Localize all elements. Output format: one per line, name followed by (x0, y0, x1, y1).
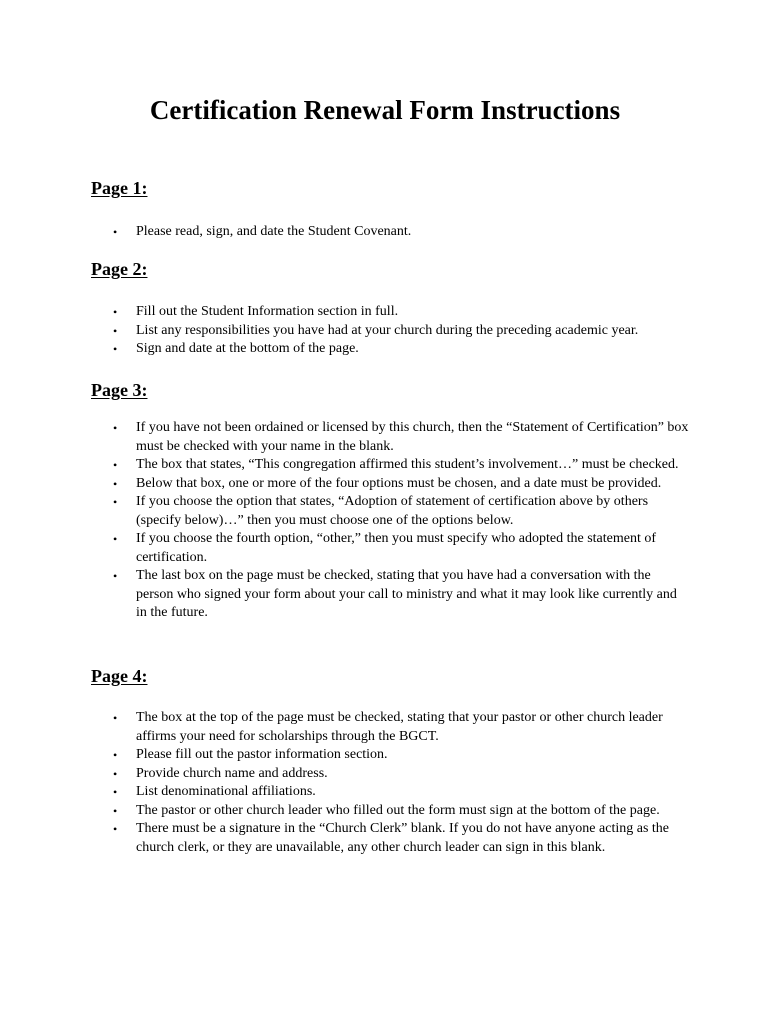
section-list-page-1 (91, 223, 691, 242)
list-item (91, 303, 691, 322)
bullet-icon: • (113, 766, 118, 781)
list-item (91, 802, 691, 821)
list-item-text: List denominational affiliations. (136, 784, 316, 799)
list-item (91, 567, 691, 623)
bullet-icon: • (113, 225, 118, 239)
list-item-text: If you choose the option that states, “Adoption of statement of certification above by others (specify below)…” then you must choose one of the options below. (136, 494, 649, 528)
list-item (91, 783, 691, 802)
bullet-icon: • (113, 495, 118, 509)
list-item (91, 530, 691, 567)
list-item-text: The pastor or other church leader who filled out the form must sign at the bottom of the page. (136, 802, 660, 818)
section-heading-page-3: Page 3: (91, 380, 148, 400)
bullet-icon: • (113, 785, 118, 799)
list-item-text: The box at the top of the page must be checked, stating that your pastor or other church leader affirms your need for scholarships through the BGCT. (136, 710, 663, 744)
list-item-text: If you have not been ordained or licensed by this church, then the “Statement of Certification” box must be checked with your name in the blank. (136, 420, 689, 454)
list-item (91, 765, 691, 784)
list-item-text: List any responsibilities you have had at your church during the preceding academic year. (136, 322, 639, 338)
bullet-icon: • (113, 822, 118, 836)
list-item-text: There must be a signature in the “Church Clerk” blank. If you do not have anyone acting as the church clerk, or they are unavailable, any other church leader can sign in this blank. (136, 821, 669, 855)
section-list-page-2 (91, 303, 691, 359)
list-item-text: The box that states, “This congregation affirmed this student’s involvement…” must be checked. (136, 457, 679, 472)
section-heading-page-4: Page 4: (91, 666, 148, 686)
list-item-text: Below that box, one or more of the four options must be chosen, and a date must be provided. (136, 475, 662, 491)
list-item (91, 340, 691, 359)
bullet-icon: • (113, 532, 118, 546)
list-item (91, 820, 691, 857)
bullet-icon: • (113, 748, 118, 762)
list-item (91, 419, 691, 456)
section-heading-page-1: Page 1: (91, 178, 148, 198)
list-item (91, 456, 691, 475)
list-item (91, 746, 691, 765)
bullet-icon: • (113, 803, 118, 818)
list-item-text: Please read, sign, and date the Student Covenant. (136, 224, 412, 239)
list-item-text: Please fill out the pastor information section. (136, 747, 388, 762)
bullet-icon: • (113, 458, 118, 472)
list-item (91, 322, 691, 341)
section-list-page-4 (91, 709, 691, 857)
list-item (91, 223, 691, 242)
list-item-text: If you choose the fourth option, “other,” then you must specify who adopted the statement of certification. (136, 531, 657, 565)
list-item-text: Fill out the Student Information section in full. (136, 304, 399, 319)
bullet-icon: • (113, 342, 118, 356)
list-item-text: Sign and date at the bottom of the page. (136, 341, 359, 356)
list-item (91, 709, 691, 746)
list-item (91, 493, 691, 530)
document-title: Certification Renewal Form Instructions (149, 95, 621, 125)
bullet-icon: • (113, 711, 118, 725)
bullet-icon: • (113, 323, 118, 338)
bullet-icon: • (113, 476, 118, 491)
bullet-icon: • (113, 305, 118, 319)
list-item (91, 475, 691, 494)
bullet-icon: • (113, 421, 118, 435)
bullet-icon: • (113, 569, 118, 583)
section-heading-page-2: Page 2: (91, 259, 148, 279)
section-list-page-3 (91, 419, 691, 623)
list-item-text: The last box on the page must be checked, stating that you have had a conversation with the person who signed your form about your call to ministry and what it may look like currently and in the future. (136, 568, 677, 620)
list-item-text: Provide church name and address. (136, 765, 328, 781)
